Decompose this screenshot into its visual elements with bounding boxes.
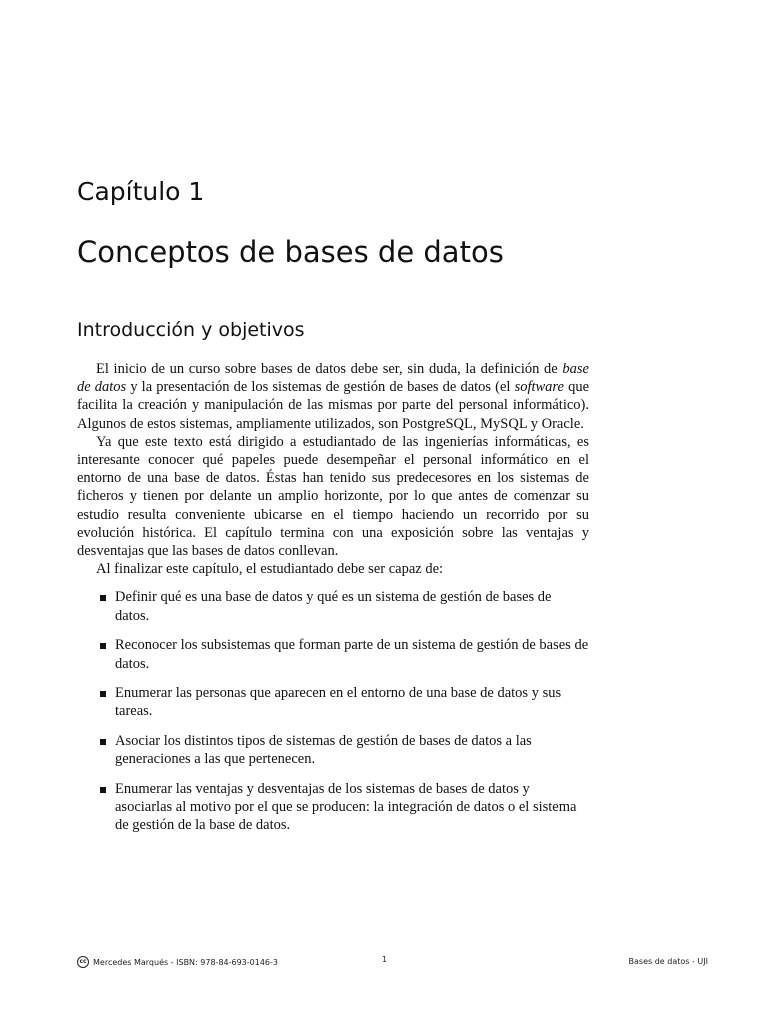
creative-commons-icon: cc <box>77 956 89 968</box>
list-item-text: Asociar los distintos tipos de sistemas de gestión de bases de datos a las generaciones a las que pertenecen. <box>115 733 532 768</box>
emphasis-term: base de datos <box>77 361 589 396</box>
text-run: y la presentación de los sistemas de gestión de bases de datos (el <box>126 379 515 396</box>
page-number: 1 <box>382 955 388 964</box>
emphasis-term: software <box>514 379 564 396</box>
list-item <box>77 588 589 624</box>
list-item-text: Enumerar las personas que aparecen en el entorno de una base de datos y sus tareas. <box>115 685 562 720</box>
square-bullet-icon <box>100 739 106 745</box>
text-run: El inicio de un curso sobre bases de datos debe ser, sin duda, la definición de <box>96 361 563 377</box>
list-item-text: Definir qué es una base de datos y qué es un sistema de gestión de bases de datos. <box>115 589 552 624</box>
text-run: que facilita la creación y manipulación de las mismas por parte del personal informático). Algunos de estos sistemas, ampliamente utilizados, son PostgreSQL, MySQL y Oracle. <box>77 379 590 432</box>
list-item-text: Enumerar las ventajas y desventajas de los sistemas de bases de datos y asociarlas al motivo por el que se producen: la integración de datos o el sistema de gestión de la base de datos. <box>115 781 577 834</box>
list-item-text: Reconocer los subsistemas que forman parte de un sistema de gestión de bases de datos. <box>115 637 589 672</box>
book-title: Bases de datos - UJI <box>628 957 708 966</box>
list-item <box>77 684 589 720</box>
paragraph-context <box>77 433 589 560</box>
author-isbn-text: Mercedes Marqués - ISBN: 978-84-693-0146-3 <box>93 957 278 967</box>
square-bullet-icon <box>100 691 106 697</box>
square-bullet-icon <box>100 787 106 793</box>
text-run: Ya que este texto está dirigido a estudiantado de las ingenierías informáticas, es interesante conocer qué papeles puede desempeñar el personal informático en el entorno de una base de datos. Éstas han tenido sus predecesores en los sistemas de ficheros y tienen por delante un amplio horizonte, por lo que antes de comenzar su estudio resulta conveniente ubicarse en el tiempo haciendo un recorrido por su evolución histórica. El capítulo termina con una exposición sobre las ventajas y desventajas que las bases de datos conllevan. <box>77 433 589 560</box>
list-item <box>77 636 589 672</box>
square-bullet-icon <box>100 643 106 649</box>
page-footer <box>0 952 768 972</box>
square-bullet-icon <box>100 595 106 601</box>
paragraph-intro <box>77 360 589 433</box>
chapter-title: Conceptos de bases de datos <box>77 235 504 269</box>
list-item <box>77 732 589 768</box>
body-text <box>77 360 589 846</box>
section-title: Introducción y objetivos <box>77 319 305 341</box>
footer-author-isbn <box>77 952 278 972</box>
chapter-label: Capítulo 1 <box>77 177 205 206</box>
objectives-list <box>77 588 589 834</box>
text-run: Al finalizar este capítulo, el estudiantado debe ser capaz de: <box>96 561 444 578</box>
paragraph-objectives-lead <box>77 560 589 578</box>
list-item <box>77 780 589 835</box>
